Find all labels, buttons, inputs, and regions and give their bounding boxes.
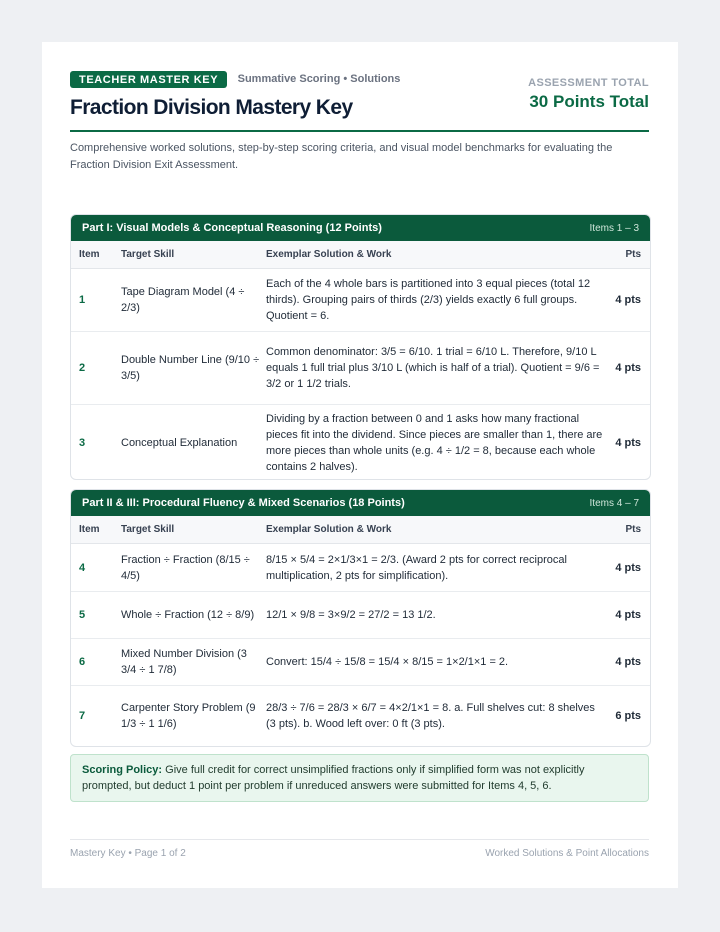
col-pts: Pts bbox=[625, 249, 641, 260]
policy-text: Give full credit for correct unsimplified fractions only if simplified form was not explicitly prompted, but deduct 1 point per problem if unreduced answers were submitted for Items 4, 5, 6. bbox=[82, 764, 585, 792]
col-pts: Pts bbox=[625, 524, 641, 535]
target-skill: Conceptual Explanation bbox=[121, 437, 238, 449]
intro-text: Comprehensive worked solutions, step-by-step scoring criteria, and visual model benchmarks for evaluating the Fraction Division Exit Assessment. bbox=[70, 142, 613, 171]
target-skill: Tape Diagram Model (4 ÷ 2/3) bbox=[121, 286, 245, 314]
item-number: 5 bbox=[79, 609, 86, 621]
assessment-total bbox=[528, 77, 649, 112]
page-header bbox=[70, 70, 649, 120]
section-part-2-3 bbox=[70, 489, 651, 747]
item-points: 6 pts bbox=[615, 710, 641, 722]
policy-label: Scoring Policy: bbox=[82, 764, 163, 776]
exemplar-solution: 12/1 × 9/8 = 3×9/2 = 27/2 = 13 1/2. bbox=[266, 609, 436, 621]
answer-key-page bbox=[42, 42, 678, 888]
exemplar-solution: 28/3 ÷ 7/6 = 28/3 × 6/7 = 4×2/1×1 = 8. a. Full shelves cut: 8 shelves (3 pts). b. Wood left over: 0 ft (3 pts). bbox=[266, 702, 595, 730]
item-points: 4 pts bbox=[615, 561, 641, 574]
target-skill: Double Number Line (9/10 ÷ 3/5) bbox=[121, 354, 260, 382]
scoring-policy bbox=[70, 754, 649, 802]
target-skill: Whole ÷ Fraction (12 ÷ 8/9) bbox=[121, 609, 255, 621]
footer-page-info: Mastery Key • Page 1 of 2 bbox=[70, 848, 186, 859]
header-divider bbox=[70, 130, 649, 132]
col-skill: Target Skill bbox=[121, 523, 175, 535]
target-skill: Carpenter Story Problem (9 1/3 ÷ 1 1/6) bbox=[121, 702, 256, 730]
item-points: 4 pts bbox=[615, 656, 641, 668]
total-label: ASSESSMENT TOTAL bbox=[528, 77, 649, 89]
total-value: 30 Points Total bbox=[529, 92, 649, 111]
section-item-range: Items 1 – 3 bbox=[589, 222, 639, 234]
teacher-key-badge: TEACHER MASTER KEY bbox=[70, 71, 227, 88]
table-row bbox=[71, 592, 650, 639]
header-subtitle: Summative Scoring • Solutions bbox=[237, 73, 401, 85]
table-row bbox=[71, 405, 650, 480]
footer-divider bbox=[70, 839, 649, 840]
section-header bbox=[71, 490, 650, 516]
col-solution: Exemplar Solution & Work bbox=[266, 523, 392, 535]
exemplar-solution: Convert: 15/4 ÷ 15/8 = 15/4 × 8/15 = 1×2/1×1 = 2. bbox=[266, 656, 509, 668]
item-points: 4 pts bbox=[615, 437, 641, 449]
page-title: Fraction Division Mastery Key bbox=[70, 96, 353, 119]
section-title: Part I: Visual Models & Conceptual Reasoning (12 Points) bbox=[82, 222, 382, 234]
table-header bbox=[71, 516, 650, 544]
section-header bbox=[71, 215, 650, 241]
table-header bbox=[71, 241, 650, 269]
item-points: 4 pts bbox=[615, 362, 641, 374]
item-number: 6 bbox=[79, 656, 86, 668]
target-skill: Fraction ÷ Fraction (8/15 ÷ 4/5) bbox=[121, 553, 250, 582]
exemplar-solution: Dividing by a fraction between 0 and 1 asks how many fractional pieces fit into the dividend. Since pieces are smaller than 1, there are more pieces than whole units (e.g. 4 ÷ 1/2 = 8, because each whole contains 2 halves). bbox=[266, 413, 603, 473]
section-title: Part II & III: Procedural Fluency & Mixed Scenarios (18 Points) bbox=[82, 497, 405, 509]
table-row bbox=[71, 639, 650, 686]
target-skill: Mixed Number Division (3 3/4 ÷ 1 7/8) bbox=[121, 648, 247, 676]
item-number: 4 bbox=[79, 561, 86, 574]
section-part-1 bbox=[70, 214, 651, 480]
table-row bbox=[71, 544, 650, 592]
exemplar-solution: Common denominator: 3/5 = 6/10. 1 trial = 6/10 L. Therefore, 9/10 L equals 1 full trial plus 3/10 L (which is half of a trial). Quotient = 9/6 = 3/2 or 1 1/2 trials. bbox=[266, 346, 600, 390]
item-number: 7 bbox=[79, 710, 86, 722]
table-row bbox=[71, 269, 650, 332]
col-item: Item bbox=[79, 524, 100, 535]
footer-caption: Worked Solutions & Point Allocations bbox=[485, 848, 649, 859]
item-points: 4 pts bbox=[615, 609, 641, 621]
exemplar-solution: Each of the 4 whole bars is partitioned into 3 equal pieces (total 12 thirds). Grouping pairs of thirds (2/3) yields exactly 6 full groups. Quotient = 6. bbox=[266, 278, 591, 322]
col-item: Item bbox=[79, 249, 100, 260]
col-skill: Target Skill bbox=[121, 248, 175, 260]
section-item-range: Items 4 – 7 bbox=[589, 497, 639, 509]
item-points: 4 pts bbox=[615, 294, 641, 306]
table-row bbox=[71, 686, 650, 746]
col-solution: Exemplar Solution & Work bbox=[266, 248, 392, 260]
table-row bbox=[71, 332, 650, 405]
exemplar-solution: 8/15 × 5/4 = 2×1/3×1 = 2/3. (Award 2 pts for correct reciprocal multiplication, 2 pts for simplification). bbox=[266, 553, 567, 582]
item-number: 1 bbox=[79, 294, 86, 306]
item-number: 2 bbox=[79, 362, 86, 374]
item-number: 3 bbox=[79, 437, 86, 449]
